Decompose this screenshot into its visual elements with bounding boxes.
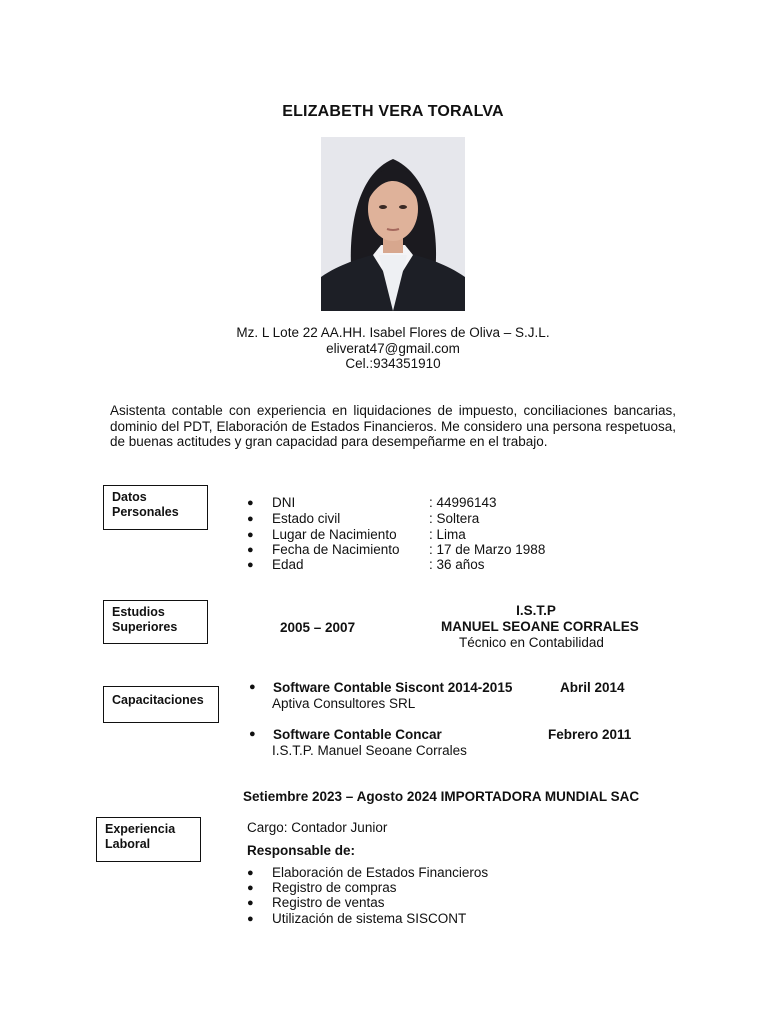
- personal-row: [247, 557, 567, 573]
- bullet-icon: ●: [247, 513, 254, 525]
- contact-address: Mz. L Lote 22 AA.HH. Isabel Flores de Oliva – S.J.L.: [236, 325, 550, 340]
- studies-institute-name: MANUEL SEOANE CORRALES: [441, 619, 639, 634]
- training-date: Abril 2014: [560, 680, 625, 695]
- personal-value: : Soltera: [429, 511, 480, 526]
- bullet-icon: ●: [247, 544, 254, 556]
- bullet-icon: ●: [247, 497, 254, 509]
- studies-period: 2005 – 2007: [280, 620, 356, 635]
- personal-value: : 36 años: [429, 557, 485, 572]
- candidate-name: ELIZABETH VERA TORALVA: [282, 103, 504, 120]
- personal-label: Estado civil: [272, 511, 341, 526]
- personal-row: [247, 495, 567, 511]
- personal-row: [247, 542, 567, 558]
- section-label-training: Capacitaciones: [103, 686, 219, 723]
- training-title: Software Contable Concar: [273, 727, 442, 742]
- bullet-icon: ●: [249, 728, 256, 740]
- responsibility-item: [247, 895, 567, 911]
- responsibility-item: [247, 865, 567, 881]
- profile-photo: [321, 137, 465, 311]
- responsibility-text: Elaboración de Estados Financieros: [272, 865, 489, 880]
- personal-row: [247, 527, 567, 543]
- bullet-icon: ●: [247, 529, 254, 541]
- personal-row: [247, 511, 567, 527]
- bullet-icon: ●: [247, 897, 254, 909]
- professional-summary: Asistenta contable con experiencia en liquidaciones de impuesto, conciliaciones bancarias, dominio del PDT, Elaboración de Estados Financieros. Me considero una persona respetuosa, de buenas actitudes y gran capacidad para desempeñarme en el trabajo.: [110, 403, 676, 449]
- responsibility-item: [247, 911, 567, 927]
- personal-value: : 17 de Marzo 1988: [429, 542, 546, 557]
- training-provider: Aptiva Consultores SRL: [272, 696, 416, 711]
- responsibility-text: Registro de compras: [272, 880, 397, 895]
- training-provider: I.S.T.P. Manuel Seoane Corrales: [272, 743, 467, 758]
- bullet-icon: ●: [247, 882, 254, 894]
- studies-institute-type: I.S.T.P: [516, 603, 556, 618]
- portrait-illustration: [321, 137, 465, 311]
- contact-email: eliverat47@gmail.com: [326, 341, 460, 356]
- training-title: Software Contable Siscont 2014-2015: [273, 680, 513, 695]
- bullet-icon: ●: [247, 867, 254, 879]
- personal-value: : Lima: [429, 527, 466, 542]
- responsibilities-title: Responsable de:: [247, 843, 356, 858]
- section-label-personal: Datos Personales: [103, 485, 208, 530]
- bullet-icon: ●: [247, 913, 254, 925]
- section-label-experience: Experiencia Laboral: [96, 817, 201, 862]
- bullet-icon: ●: [249, 681, 256, 693]
- responsibility-text: Registro de ventas: [272, 895, 385, 910]
- experience-role: Cargo: Contador Junior: [247, 820, 388, 835]
- responsibility-item: [247, 880, 567, 896]
- section-label-studies: Estudios Superiores: [103, 600, 208, 644]
- responsibility-text: Utilización de sistema SISCONT: [272, 911, 467, 926]
- studies-degree: Técnico en Contabilidad: [459, 635, 604, 650]
- personal-value: : 44996143: [429, 495, 497, 510]
- personal-label: Edad: [272, 557, 304, 572]
- personal-label: Lugar de Nacimiento: [272, 527, 397, 542]
- training-date: Febrero 2011: [548, 727, 632, 742]
- personal-label: DNI: [272, 495, 296, 510]
- personal-label: Fecha de Nacimiento: [272, 542, 400, 557]
- contact-phone: Cel.:934351910: [345, 356, 441, 371]
- experience-period-company: Setiembre 2023 – Agosto 2024 IMPORTADORA MUNDIAL SAC: [243, 789, 640, 804]
- bullet-icon: ●: [247, 559, 254, 571]
